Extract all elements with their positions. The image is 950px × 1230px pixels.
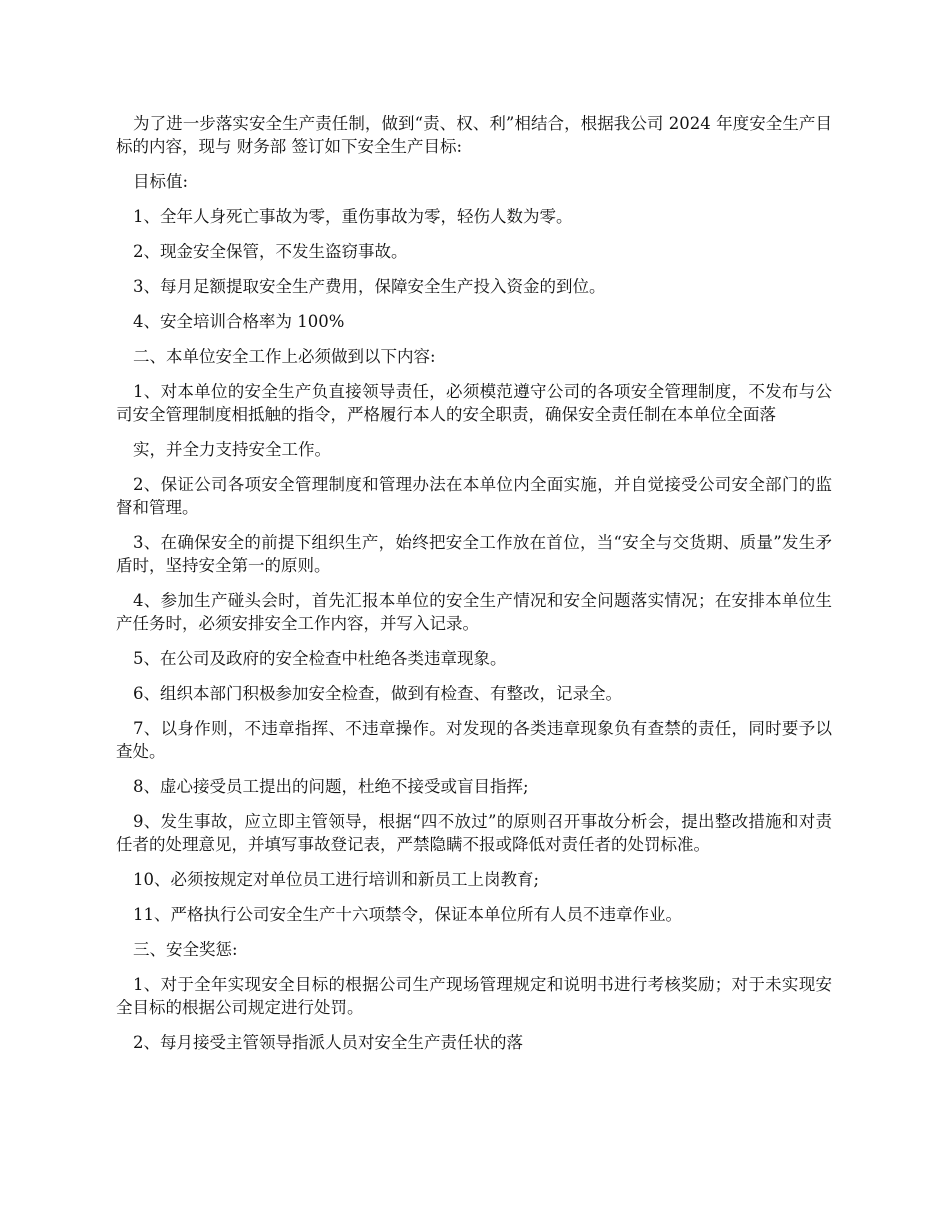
section-three-item-2: 2、每月接受主管领导指派人员对安全生产责任状的落 (133, 1033, 523, 1052)
section-three-heading: 三、安全奖惩: (133, 940, 238, 959)
section-two-item-3: 3、在确保安全的前提下组织生产，始终把安全工作放在首位，当“安全与交货期、质量”发生矛盾时，坚持安全第一的原则。 (116, 533, 832, 575)
section-two-item-8: 8、虚心接受员工提出的问题，杜绝不接受或盲目指挥; (133, 777, 529, 796)
target-heading: 目标值: (133, 172, 189, 191)
target-item-4: 4、安全培训合格率为 100% (133, 312, 345, 331)
document-body (116, 112, 832, 1066)
section-two-item-5: 5、在公司及政府的安全检查中杜绝各类违章现象。 (133, 649, 507, 668)
section-two-item-11: 11、严格执行公司安全生产十六项禁令，保证本单位所有人员不违章作业。 (133, 905, 682, 924)
section-two-heading: 二、本单位安全工作上必须做到以下内容: (133, 347, 436, 366)
intro-paragraph: 为了进一步落实安全生产责任制，做到“责、权、利”相结合，根据我公司 2024 年度安全生产目标的内容，现与 财务部 签订如下安全生产目标: (116, 114, 832, 156)
target-item-3: 3、每月足额提取安全生产费用，保障安全生产投入资金的到位。 (133, 277, 606, 296)
target-item-2: 2、现金安全保管，不发生盗窃事故。 (133, 242, 408, 261)
section-two-item-2: 2、保证公司各项安全管理制度和管理办法在本单位内全面实施，并自觉接受公司安全部门的监督和管理。 (116, 475, 832, 517)
section-two-item-7: 7、以身作则，不违章指挥、不违章操作。对发现的各类违章现象负有查禁的责任，同时要予以查处。 (116, 719, 832, 761)
target-item-1: 1、全年人身死亡事故为零，重伤事故为零，轻伤人数为零。 (133, 207, 573, 226)
section-two-item-9: 9、发生事故，应立即主管领导，根据“四不放过”的原则召开事故分析会，提出整改措施和对责任者的处理意见，并填写事故登记表，严禁隐瞒不报或降低对责任者的处罚标准。 (116, 812, 832, 854)
section-three-item-1: 1、对于全年实现安全目标的根据公司生产现场管理规定和说明书进行考核奖励；对于未实现安全目标的根据公司规定进行处罚。 (116, 975, 832, 1017)
section-two-item-4: 4、参加生产碰头会时，首先汇报本单位的安全生产情况和安全问题落实情况；在安排本单位生产任务时，必须安排安全工作内容，并写入记录。 (116, 591, 832, 633)
section-two-item-10: 10、必须按规定对单位员工进行培训和新员工上岗教育; (133, 870, 540, 889)
section-two-item-1: 1、对本单位的安全生产负直接领导责任，必须模范遵守公司的各项安全管理制度，不发布与公司安全管理制度相抵触的指令，严格履行本人的安全职责，确保安全责任制在本单位全面落 (116, 382, 832, 424)
section-two-item-6: 6、组织本部门积极参加安全检查，做到有检查、有整改，记录全。 (133, 684, 622, 703)
section-two-item-1-continued: 实，并全力支持安全工作。 (133, 440, 331, 459)
